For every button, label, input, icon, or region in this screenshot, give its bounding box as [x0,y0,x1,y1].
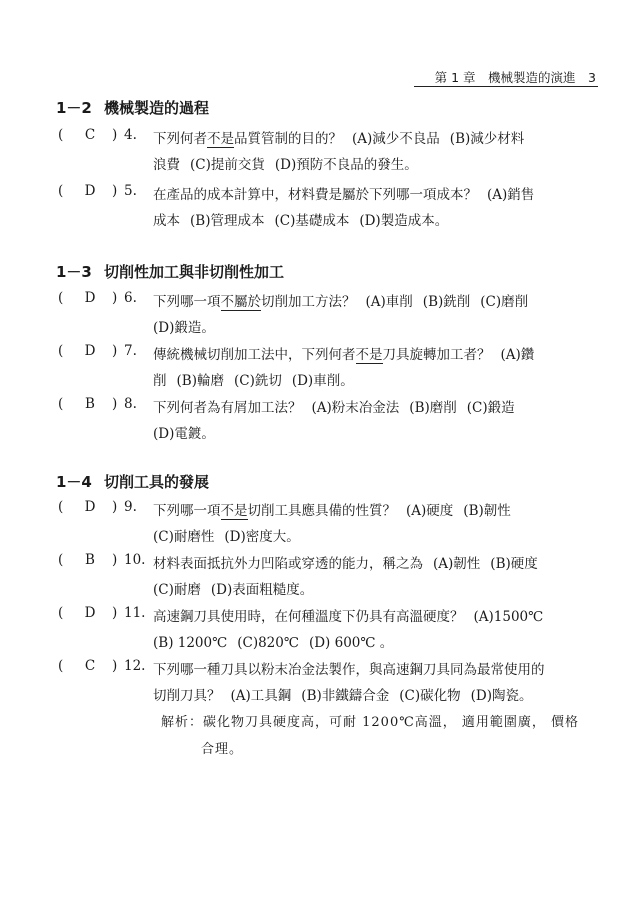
option: (A)鑽 [500,347,535,363]
option: (C)820℃ [237,635,299,651]
underline-emphasis: 不是 [207,131,234,147]
option: (A)硬度 [406,503,454,519]
option: (D)製造成本。 [359,213,449,229]
option: (D) 600℃ 。 [308,635,394,651]
option: (A)工具鋼 [230,688,292,704]
option: (A)韌性 [433,556,481,572]
option: (A)粉末冶金法 [311,400,400,416]
section-heading [56,471,209,492]
option: (B)減少材料 [449,131,525,147]
option: (D)表面粗糙度。 [210,582,314,598]
underline-emphasis: 不是 [355,347,383,363]
question-number: 6. [124,290,137,306]
question-number: 9. [124,499,137,515]
underline-emphasis: 不是 [220,503,248,519]
section-title: 機械製造的過程 [104,99,210,117]
section-heading [56,97,209,118]
option: (C)提前交貨 [190,157,265,173]
option: (A)車削 [365,294,413,310]
underline-emphasis: 不屬於 [220,294,261,310]
answer: B [85,396,95,412]
answer: C [84,127,96,143]
option: (B)磨削 [409,400,457,416]
section-number: 1－4 [56,473,92,491]
question-number: 12. [124,658,146,674]
answer: B [85,552,95,568]
option: (C)基礎成本 [274,213,350,229]
option: (C)耐磨 [153,582,201,598]
explanation-line-1: 解析：碳化物刀具硬度高，可耐 1200℃高溫， 適用範圍廣， 價格 [161,715,580,730]
option: (C)耐磨性 [153,529,215,545]
answer: D [84,343,96,359]
page-header: 第 1 章 機械製造的演進 3 [434,70,596,85]
option: (D)鍛造。 [153,320,215,336]
section-title: 切削性加工與非切削性加工 [104,263,285,281]
question-number: 8. [124,396,137,412]
section-title: 切削工具的發展 [104,473,210,491]
option: (B)輪磨 [176,373,224,389]
option: (D)陶瓷。 [470,688,533,704]
answer: D [84,605,96,621]
option: (C)磨削 [480,294,529,310]
answer: D [84,290,96,306]
option: (B) 1200℃ [153,635,228,651]
option: (D)預防不良品的發生。 [274,157,418,173]
question-number: 11. [124,605,146,621]
option: (B)管理成本 [190,213,265,229]
option: (C)碳化物 [399,688,461,704]
option: (B)韌性 [463,503,511,519]
question-number: 4. [124,127,137,143]
option: (B)非鐵鑄合金 [301,688,390,704]
option: (D)密度大。 [224,529,300,545]
option: (D)電鍍。 [153,426,215,442]
question-number: 5. [124,183,137,199]
option: (C)鍛造 [466,400,515,416]
option: (B)銑削 [422,294,471,310]
answer: C [84,658,96,674]
answer: D [84,183,96,199]
option: (A)減少不良品 [352,131,440,147]
question-number: 7. [124,343,137,359]
option: (B)硬度 [490,556,538,572]
question-number: 10. [124,552,146,568]
option: (A)銷售 [487,187,535,203]
option: (A)1500℃ [473,609,544,625]
section-heading [56,261,284,282]
option: (D)車削。 [291,373,354,389]
header-rule [414,86,598,87]
option: (C)銑切 [233,373,282,389]
section-number: 1－3 [56,263,92,281]
section-number: 1－2 [56,99,92,117]
answer: D [84,499,96,515]
explanation-line-2: 合理。 [201,742,244,757]
